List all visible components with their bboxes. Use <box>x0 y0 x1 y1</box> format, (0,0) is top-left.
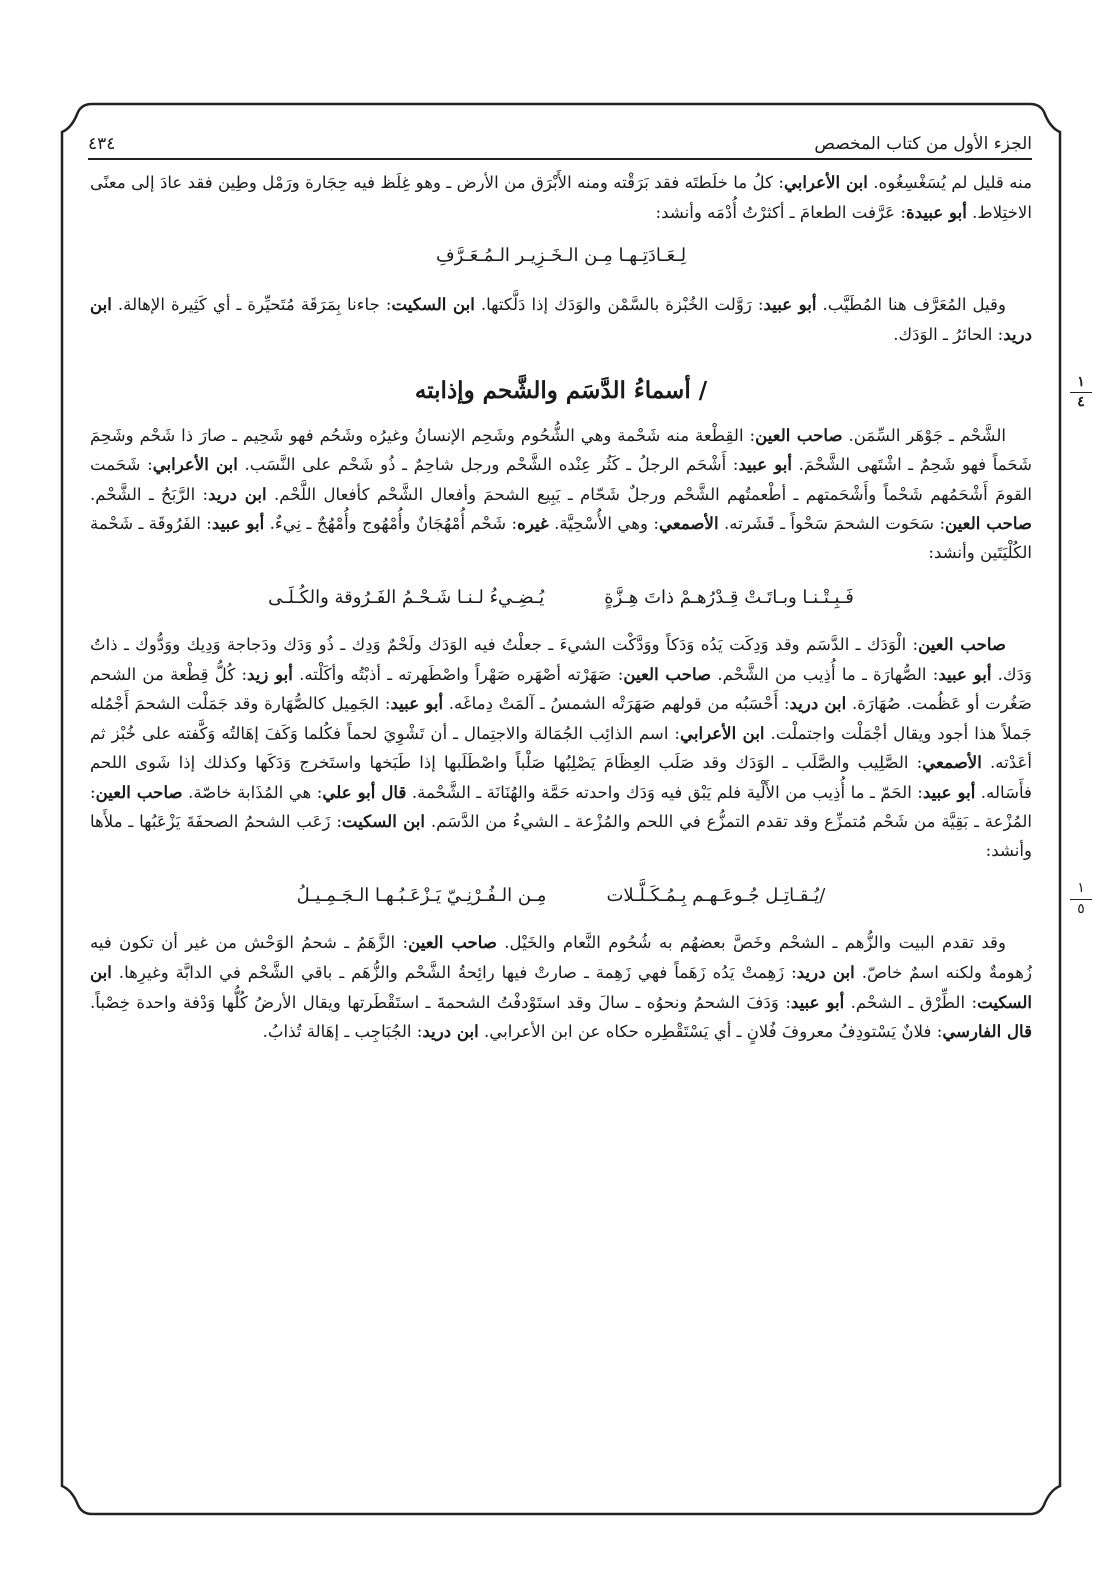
source-name: ابن الأعرابي <box>783 172 868 192</box>
running-title: الجزء الأول من كتاب المخصص <box>814 134 1032 154</box>
verse-hemistich-first: /يُـقـاتِـل جُـوعَـهـم بِـمُـكَـلَّـلات <box>606 885 826 907</box>
source-name: الأصمعي <box>659 513 719 534</box>
source-name: صاحب العين <box>95 781 183 802</box>
verse-couplet <box>90 583 1032 614</box>
source-name: ابن دريد <box>90 294 1032 344</box>
source-name: ابن دريد <box>789 693 847 714</box>
source-name: أبو عبيد <box>211 513 265 534</box>
source-name: قال الفارسي <box>942 1021 1032 1042</box>
source-name: ابن السكيت <box>90 961 1033 1012</box>
paragraph: وقيل المُعَرَّف هنا المُطَيَّب. أبو عبيد: رَوَّلت الخُبْزة بالسَّمْن والوَدَك إذا دَلَّكتها. ابن السكيت: جاءنا بِمَرَقَة مُتَحيِّرة ـ أي كَثِيرة الإهالة. ابن دريد: الحائرُ ـ الوَدَك. <box>90 294 1032 344</box>
paragraph: وقد تقدم البيت والزُّهم ـ الشحْم وخَصَّ بعضهُم به شُحُوم النَّعام والخَيْل. صاحب العين: الزَّهَمُ ـ شحمُ الوَحْش من غير أن تكون فيه زُهومةٌ ولكنه اسمٌ خاصّ. ابن دريد: زَهِمتْ يَدُه زَهَماً فهي زَهِمة ـ صارتْ فيها رائِحةُ الشَّحْم والزُّهَم ـ باقي الشَّحْم في الدابَّة وغيرِها. ابن السكيت: الطِّرْق ـ الشحْم. أبو عبيد: وَدَفَ الشحمُ ونحوُه ـ سالَ وقد استَوْدفْتُ الشحمةَ ـ استَقْطَرتها ويقال الأرضُ كُلُّها وَدْفة واحدة خِصْباً. قال الفارسي: فلانٌ يَسْتودِفُ معروفَ فُلانٍ ـ أي يَسْتَقْطِره حكاه عن ابن الأعرابي. ابن دريد: الجُبَاجِب ـ إهَالة تُذابُ. <box>90 932 1033 1042</box>
source-name: ابن السكيت <box>341 811 426 832</box>
source-name: صاحب العين <box>945 513 1032 534</box>
header-rule <box>88 158 1032 160</box>
source-name: ابن السكيت <box>391 294 475 315</box>
source-name: أبو عبيد <box>938 663 992 684</box>
source-name: أبو عبيد <box>390 693 444 714</box>
verse-couplet <box>90 880 1085 917</box>
source-name: ابن الأعرابي <box>152 454 238 475</box>
document-page <box>70 108 1085 1508</box>
paragraph: صاحب العين: الْوَدَك ـ الدَّسَم وقد وَدِكَت يَدُه وَدَكاً ووَدَّكْت الشيءَ ـ جعلْتُ فيه الوَدَك ولَحْمٌ وَدِك ـ ذُو وَدَك ودَجاجة وَدِيك ووَدُّوك ـ ذاتُ وَدَك. أبو عبيد: الصُّهارَة ـ ما أُذِيب من الشَّحْم. صاحب العين: صَهَرْته أصْهَره صَهْراً واصْطَهرته ـ أذبْتُه وأكَلْته. أبو زيد: كُلُّ قِطْعة من الشحم صَغُرت أو عَظُمت. صُهَارَة. ابن دريد: أَحْسَبُه من قولهم صَهَرَتْه الشمسُ ـ آلمَتْ دِماغَه. أبو عبيد: الجَمِيل كالصُّهَارة وقد جَمَلْت الشحمَ أَجْمُله جَملاً هذا أجود ويقال أجْمَلْت واجتملْت. ابن الأعرابي: اسم الذائِب الجُمَالة والاجتِمال ـ أن تَشْوِيَ لحماً فكُلما وَكَفَ إهَالتُه وَكَّفته على خُبْز ثم أعَدْته. الأصمعي: الصَّلِيب والصَّلَب ـ الوَدَك وقد صَلَب العِظَامَ يَصْلِبُها صَلْباً واصْطَلَبها إذا طَبَخها واستَخرج وَدَكَها وكذلك إذا شَوى اللحم فأَسَاله. أبو عبيد: الحَمّ ـ ما أُذِيب من الأَلْية فلم يَبْق فيه وَدَك واحدته حَمَّة والهُنَانَة ـ الشَّحْمة. قال أبو علي: هي المُذَابة خاصّة. صاحب العين: المُزْعة ـ بَقِيَّة من شَحْم مُتمزِّع وقد تقدم التمزُّع في اللحم والمُزْعة ـ الشيءُ من الدَّسَم. ابن السكيت: زَعَب الشحمُ الصحفَةَ يَزْعَبُها ـ ملأَها وأنشد: <box>90 634 1033 860</box>
source-name: ابن دريد <box>422 1021 479 1042</box>
source-name: أبو عبيد <box>922 781 976 802</box>
source-name: ابن دريد <box>208 483 267 504</box>
source-name: أبو عبيد <box>738 454 792 475</box>
source-name: أبو عبيدة <box>905 201 967 222</box>
verse-hemistich-second: يُـضِـيءُ لـنـا شَـحْـمُ الفَـرُوقة والكُـلَـى <box>268 587 545 609</box>
verse-hemistich-first: فَـبِـتْـنـا وبـاتَـتْ قِـدْرُهـمْ ذاتَ هِـزَّةٍ <box>604 587 854 609</box>
folio-marker: ١ ٤ <box>1066 375 1096 411</box>
source-name: صاحب العين <box>918 634 1006 655</box>
source-name: الأصمعي <box>922 752 982 773</box>
section-heading: / أسماءُ الدَّسَم والشَّحم وإذابته ١ ٤ <box>90 371 1032 411</box>
source-name: قال أبو علي <box>322 781 407 802</box>
paragraph: منه قليل لم يُسَغْسِغُوه. ابن الأعرابي: كلُ ما خلَطتَه فقد بَرَقْته ومنه الأَبْرَق من الأرض ـ وهو غِلَظ فيه حِجَارة ورَمْل وطِين فقد عادَ إلى معنًى الاختِلاط. أبو عبيدة: عَرَّفت الطعامَ ـ أكثرْتُ أُدْمَه وأنشد: <box>90 172 1032 222</box>
source-name: أبو زيد <box>247 663 293 684</box>
source-name: ابن الأعرابي <box>680 722 765 743</box>
source-name: ابن دريد <box>796 961 855 982</box>
source-name: صاحب العين <box>408 932 497 953</box>
verse-hemistich-second: مِـن الـفُـرْنِـيّ يَـزْعَـبُـهـا الـجَـمِـيـلُ <box>296 885 547 907</box>
source-name: صاحب العين <box>623 663 712 684</box>
source-name: أبو عبيد <box>790 991 845 1012</box>
text-body <box>90 168 1085 1057</box>
source-name: أبو عبيد <box>763 294 817 315</box>
running-header <box>88 114 1032 154</box>
verse-line: لِـعَـادَتِـهـا مِـن الـخَـزِيـر الـمُـعَـرَّفِ <box>435 245 687 267</box>
source-name: غيره <box>517 513 549 534</box>
paragraph: الشَّحْم ـ جَوْهَر السِّمَن. صاحب العين: القِطْعة منه شَحْمة وهي الشُّحُوم وشَحِم الإنسانُ وغيرُه وشَحُم فهو شَحِيم ـ صارَ ذا شَحْم وشَحِمَ شَحَماً فهو شَحِمٌ ـ اشْتَهى الشَّحْمَ. أبو عبيد: أَشْحَم الرجلُ ـ كَثُر عِنْده الشَّحْم ورجل شاحِمٌ ـ ذُو شَحْم على النَّسَب. ابن الأعرابي: شَحَمت القومَ أَشْحَمُهم شَحْماً وأَشْحَمتهم ـ أطْعمتُهم الشَّحْم ورجلٌ شَحّام ـ يَبِيع الشحمَ وأفعال الشَّحْم كأفعال اللَّحْم. ابن دريد: الرَّبَحُ ـ الشَّحْم. صاحب العين: سَحَوت الشحمَ سَحْواً ـ قَشَرته. الأصمعي: وهي الأُسْحِيَّة. غيره: شَحْم أُمْهُجَانٌ وأُمْهُوج وأُمْهُجٌ ـ نِيءٌ. أبو عبيد: الفَرُوقَة ـ شَحْمة الكُلْيَتَين وأنشد: <box>90 424 1033 562</box>
folio-marker: ١ ٥ <box>1066 881 1096 917</box>
source-name: صاحب العين <box>755 424 843 445</box>
page-number: ٤٣٤ <box>88 134 116 154</box>
